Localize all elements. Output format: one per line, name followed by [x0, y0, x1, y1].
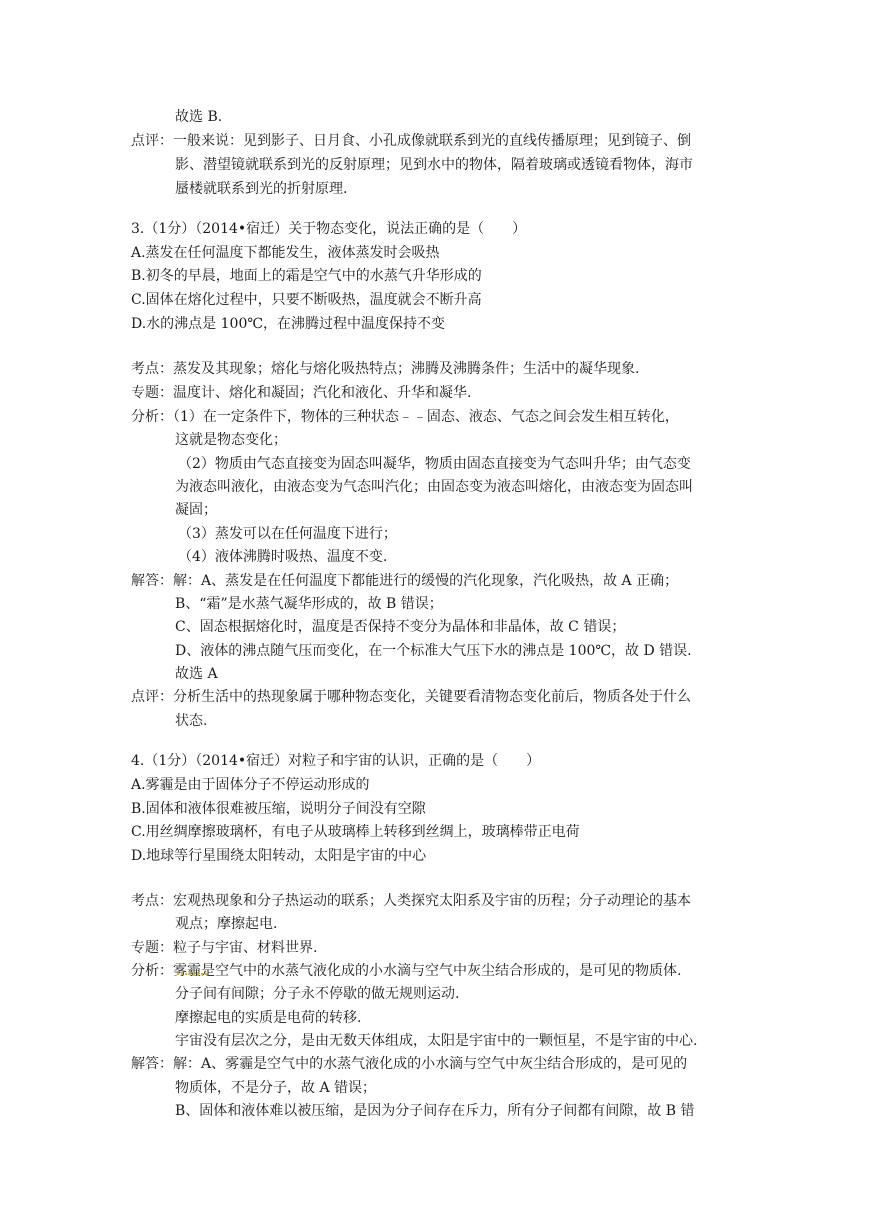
q4-stem: 4.（1分）（2014•宿迁）对粒子和宇宙的认识，正确的是（ ）	[131, 753, 541, 769]
q3-analysis-line: 分析：（1）在一定条件下，物体的三种状态﹣﹣固态、液态、气态之间会发生相互转化，	[131, 409, 679, 425]
q4-kaodian-line: 考点：宏观热现象和分子热运动的联系；人类探究太阳系及宇宙的历程；分子动理论的基本	[131, 893, 691, 909]
q4-zhuanti: 专题：粒子与宇宙、材料世界.	[131, 940, 318, 956]
q4-solution-line: 物质体，不是分子，故 A 错误；	[175, 1080, 377, 1096]
q3-option-a: A.蒸发在任何温度下都能发生，液体蒸发时会吸热	[131, 245, 440, 261]
q3-analysis-line: （2）物质由气态直接变为固态叫凝华，物质由固态直接变为气态叫升华；由气态变	[178, 456, 691, 472]
q2-choose-b: 故选 B.	[175, 109, 223, 125]
q3-option-b: B.初冬的早晨，地面上的霜是空气中的水蒸气升华形成的	[131, 268, 482, 284]
q2-review-line: 蜃楼就联系到光的折射原理.	[175, 181, 348, 197]
q4-kaodian-line: 观点；摩擦起电.	[175, 916, 278, 932]
q2-review-line: 点评：一般来说：见到影子、日月食、小孔成像就联系到光的直线传播原理；见到镜子、倒	[131, 133, 691, 149]
q4-option-d: D.地球等行星围绕太阳转动，太阳是宇宙的中心	[131, 848, 427, 864]
q3-analysis-line: 这就是物态变化；	[175, 432, 287, 448]
q3-option-c: C.固体在熔化过程中，只要不断吸热，温度就会不断升高	[131, 292, 482, 308]
q3-analysis-line: （4）液体沸腾时吸热、温度不变.	[178, 549, 388, 565]
q3-zhuanti: 专题：温度计、熔化和凝固；汽化和液化、升华和凝华.	[131, 385, 472, 401]
q4-option-c: C.用丝绸摩擦玻璃杯，有电子从玻璃棒上转移到丝绸上，玻璃棒带正电荷	[131, 824, 580, 840]
q2-review-line: 影、潜望镜就联系到光的反射原理；见到水中的物体，隔着玻璃或透镜看物体，海市	[175, 157, 693, 173]
q3-option-d: D.水的沸点是 100℃，在沸腾过程中温度保持不变	[131, 316, 446, 332]
q4-solution-line: 解答：解：A、雾霾是空气中的水蒸气液化成的小水滴与空气中灰尘结合形成的，是可见的	[131, 1056, 688, 1072]
q3-analysis-line: 为液态叫液化，由液态变为气态叫汽化；由固态变为液态叫熔化，由液态变为固态叫	[175, 479, 693, 495]
spellcheck-underline	[177, 970, 207, 975]
q3-analysis-line: 凝固；	[175, 502, 217, 518]
q3-review-line: 状态.	[175, 713, 208, 729]
q4-analysis-line: 摩擦起电的实质是电荷的转移.	[175, 1010, 362, 1026]
q3-review-line: 点评：分析生活中的热现象属于哪种物态变化，关键要看清物态变化前后，物质各处于什么	[131, 689, 691, 705]
q3-solution-line: C、固态根据熔化时，温度是否保持不变分为晶体和非晶体，故 C 错误；	[175, 619, 626, 635]
q4-solution-line: B、固体和液体难以被压缩，是因为分子间存在斥力，所有分子间都有间隙，故 B 错	[175, 1103, 695, 1119]
q3-kaodian: 考点：蒸发及其现象；熔化与熔化吸热特点；沸腾及沸腾条件；生活中的凝华现象.	[131, 361, 640, 377]
q4-analysis-line: 分子间有间隙；分子永不停歇的做无规则运动.	[175, 986, 460, 1002]
q3-solution-line: B、“霜”是水蒸气凝华形成的，故 B 错误；	[175, 596, 443, 612]
q3-analysis-line: （3）蒸发可以在任何温度下进行；	[178, 526, 397, 542]
q3-stem: 3.（1分）（2014•宿迁）关于物态变化，说法正确的是（ ）	[131, 221, 527, 237]
q4-analysis-line: 宇宙没有层次之分，是由无数天体组成，太阳是宇宙中的一颗恒星，不是宇宙的中心.	[175, 1033, 698, 1049]
q4-option-a: A.雾霾是由于固体分子不停运动形成的	[131, 777, 370, 793]
q3-solution-line: D、液体的沸点随气压而变化，在一个标准大气压下水的沸点是 100℃，故 D 错误.	[175, 643, 692, 659]
q4-analysis-line: 分析：雾霾是空气中的水蒸气液化成的小水滴与空气中灰尘结合形成的，是可见的物质体.	[131, 963, 682, 979]
q3-solution-line: 故选 A	[175, 666, 218, 682]
q3-solution-line: 解答：解：A、蒸发是在任何温度下都能进行的缓慢的汽化现象，汽化吸热，故 A 正确；	[131, 573, 679, 589]
q4-option-b: B.固体和液体很难被压缩，说明分子间没有空隙	[131, 801, 426, 817]
